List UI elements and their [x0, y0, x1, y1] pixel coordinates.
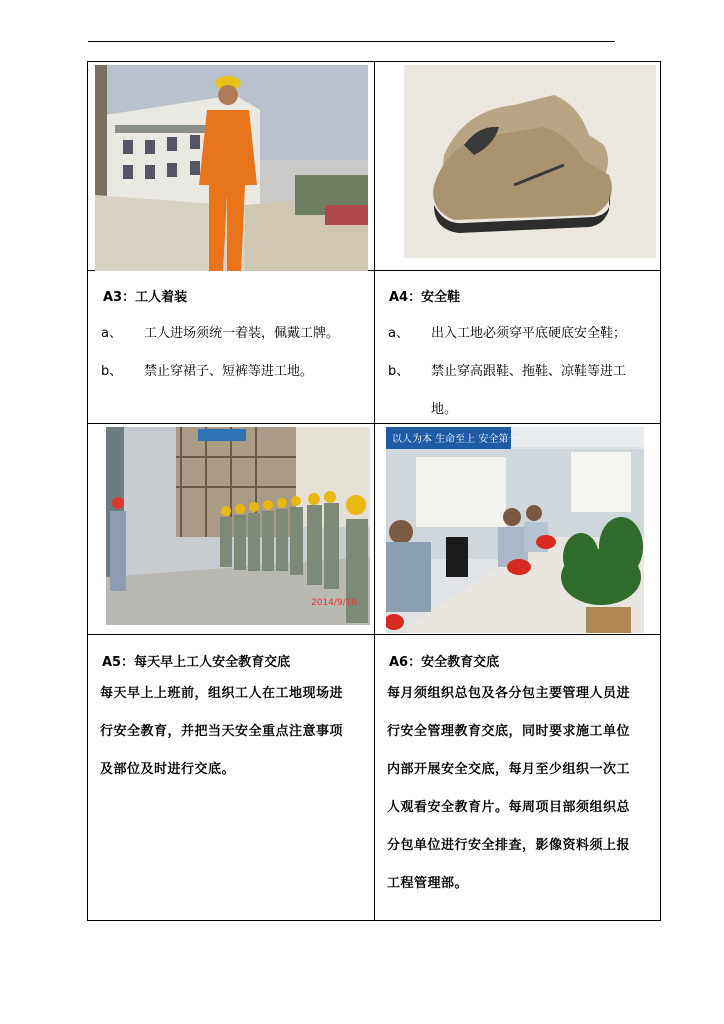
photo-cell-a5	[88, 424, 375, 635]
a6-line: 每月须组织总包及各分包主要管理人员进	[387, 686, 631, 701]
a5-line: 每天早上上班前，组织工人在工地现场进	[100, 686, 344, 701]
text-cell-a3	[88, 271, 375, 424]
header-rule	[88, 41, 615, 42]
a6-line: 分包单位进行安全排查，影像资料须上报	[387, 838, 631, 853]
a3-title: A3：工人着装	[103, 290, 188, 305]
a5-title: A5：每天早上工人安全教育交底	[102, 655, 291, 670]
a6-title: A6：安全教育交底	[389, 655, 500, 670]
a6-line: 行安全管理教育交底，同时要求施工单位	[387, 724, 631, 739]
meeting-room-photo	[386, 427, 644, 633]
safety-table	[87, 61, 661, 921]
morning-briefing-photo	[106, 427, 370, 625]
a3-item-a-marker: a、	[101, 326, 122, 341]
a4-item-a-marker: a、	[388, 326, 409, 341]
text-cell-a5	[88, 635, 375, 921]
photo-cell-a6	[375, 424, 661, 635]
a6-line: 内部开展安全交底，每月至少组织一次工	[387, 762, 631, 777]
a5-paragraph	[100, 675, 343, 789]
a5-line: 及部位及时进行交底。	[100, 762, 236, 777]
text-cell-a4	[375, 271, 661, 424]
a3-item-a-text: 工人进场须统一着装，佩戴工牌。	[144, 326, 340, 341]
a5-line: 行安全教育，并把当天安全重点注意事项	[100, 724, 344, 739]
a4-title: A4：安全鞋	[389, 290, 461, 305]
date-stamp: 2014/9/16	[311, 598, 358, 608]
a3-item-b-marker: b、	[101, 364, 123, 379]
photo-cell-a3	[88, 62, 375, 271]
a6-line: 人观看安全教育片。每周项目部须组织总	[387, 800, 631, 815]
a6-paragraph	[387, 675, 630, 903]
text-cell-a6	[375, 635, 661, 921]
a4-item-a-text: 出入工地必须穿平底硬底安全鞋；	[431, 326, 627, 341]
a4-item-b-cont: 地。	[431, 402, 458, 417]
a3-item-b-text: 禁止穿裙子、短裤等进工地。	[144, 364, 314, 379]
a4-item-b-text: 禁止穿高跟鞋、拖鞋、凉鞋等进工	[431, 364, 627, 379]
a6-line: 工程管理部。	[387, 876, 469, 891]
photo-cell-a4	[375, 62, 661, 271]
a4-item-b-marker: b、	[388, 364, 410, 379]
safety-shoes-photo	[404, 65, 656, 258]
banner-text: 以人为本 生命至上 安全第一	[392, 434, 519, 445]
worker-uniform-photo	[95, 65, 368, 271]
